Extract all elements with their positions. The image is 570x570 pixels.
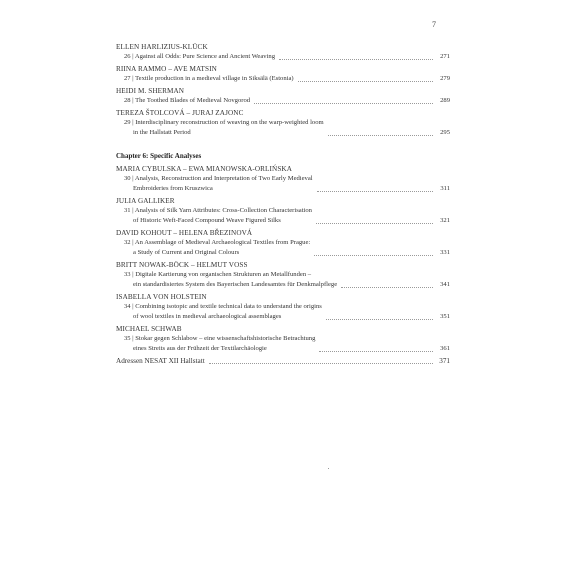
dot-leader [319, 350, 433, 352]
toc-entry-addresses[interactable] [116, 356, 450, 366]
author-names: MICHAEL SCHWAB [116, 325, 182, 333]
toc-entry-title [124, 174, 313, 194]
scan-speck [328, 468, 329, 469]
toc-entry-title [124, 206, 312, 226]
toc-author-group [116, 42, 450, 62]
toc-entry-title-line: a Study of Current and Original Colours [133, 249, 240, 256]
dot-leader [209, 362, 433, 364]
toc-entry-title [124, 96, 250, 106]
toc-entry[interactable] [116, 302, 450, 322]
author-names: RIINA RAMMO – AVE MATSIN [116, 65, 217, 73]
toc-entry-title-line: Embroideries from Kruszwica [133, 185, 213, 192]
toc-entry-page: 295 [440, 129, 450, 136]
toc-entry[interactable] [116, 270, 450, 290]
toc-entry[interactable] [116, 52, 450, 62]
toc-entry-title-line: ein standardisiertes System des Bayerischen Landesamtes für Denkmalpflege [133, 281, 338, 288]
toc-entry-title-line: 35 | Stokar gegen Schlabow – eine wissenschaftshistorische Betrachtung [124, 335, 316, 342]
toc-entry[interactable] [116, 174, 450, 194]
toc-author-group [116, 324, 450, 354]
toc-groups-chapter [116, 164, 450, 354]
toc-entry[interactable] [116, 74, 450, 84]
toc-author-group [116, 228, 450, 258]
toc-entry-title: Adressen NESAT XII Hallstatt [116, 357, 205, 365]
toc-author-group [116, 86, 450, 106]
toc-entry-title-line: 30 | Analysis, Reconstruction and Interpretation of Two Early Medieval [124, 175, 313, 182]
author-names: BRITT NOWAK-BÖCK – HELMUT VOSS [116, 261, 248, 269]
dot-leader [341, 286, 433, 288]
author-names: TEREZA ŠTOLCOVÁ – JURAJ ZAJONC [116, 109, 244, 117]
toc-author-group [116, 64, 450, 84]
toc-entry[interactable] [116, 334, 450, 354]
chapter-heading: Chapter 6: Specific Analyses [116, 152, 202, 160]
author-names: JULIA GALLIKER [116, 197, 175, 205]
dot-leader [254, 102, 433, 104]
toc-entry-page: 279 [440, 75, 450, 82]
toc-entry-page: 321 [440, 217, 450, 224]
toc-groups-top [116, 42, 450, 138]
toc-entry-title [124, 52, 275, 62]
toc-entry-title [124, 270, 337, 290]
toc-entry-page: 311 [440, 185, 450, 192]
dot-leader [317, 190, 433, 192]
toc-entry-title-line: 34 | Combining isotopic and textile technical data to understand the origins [124, 303, 322, 310]
toc-entry[interactable] [116, 96, 450, 106]
toc-entry-page: 361 [440, 345, 450, 352]
author-names: ISABELLA VON HOLSTEIN [116, 293, 207, 301]
author-names: MARIA CYBULSKA – EWA MIANOWSKA-ORLIŃSKA [116, 165, 293, 173]
toc-entry-title-line: 33 | Digitale Kartierung von organischen Strukturen an Metallfunden – [124, 271, 312, 278]
toc-entry-title-line: in the Hallstatt Period [133, 129, 191, 136]
dot-leader [316, 222, 433, 224]
toc-entry-title-line: 27 | Textile production in a medieval village in Siksälä (Estonia) [124, 75, 294, 82]
toc-author-group [116, 164, 450, 194]
author-names: DAVID KOHOUT – HELENA BŘEZINOVÁ [116, 229, 253, 237]
dot-leader [279, 58, 433, 60]
page-number: 7 [432, 20, 436, 29]
toc-entry[interactable] [116, 206, 450, 226]
toc-entry[interactable] [116, 118, 450, 138]
dot-leader [314, 254, 433, 256]
dot-leader [298, 80, 433, 82]
toc-entry-title-line: of wool textiles in medieval archaeological assemblages [133, 313, 282, 320]
toc-author-group [116, 292, 450, 322]
author-names: HEIDI M. SHERMAN [116, 87, 185, 95]
toc-entry-title [124, 302, 322, 322]
dot-leader [328, 134, 433, 136]
toc-entry-title-line: eines Streits aus der Frühzeit der Textilarchäologie [133, 345, 267, 352]
toc-entry-page: 371 [439, 357, 450, 365]
toc-entry-title-line: 32 | An Assemblage of Medieval Archaeological Textiles from Prague: [124, 239, 311, 246]
toc-entry-page: 351 [440, 313, 450, 320]
toc-author-group [116, 108, 450, 138]
toc-entry-title [124, 238, 310, 258]
toc-entry-page: 341 [440, 281, 450, 288]
toc-entry-page: 271 [440, 53, 450, 60]
toc-entry-title [124, 118, 324, 138]
toc-entry-title-line: 28 | The Toothed Blades of Medieval Novgorod [124, 97, 251, 104]
author-names: ELLEN HARLIZIUS-KLÜCK [116, 43, 208, 51]
toc-entry-title [124, 334, 315, 354]
toc-author-group [116, 260, 450, 290]
toc-entry-title [124, 74, 294, 84]
toc-entry-title-line: of Historic Weft-Faced Compound Weave Figured Silks [133, 217, 281, 224]
toc-entry-page: 289 [440, 97, 450, 104]
toc-entry[interactable] [116, 238, 450, 258]
table-of-contents [116, 42, 450, 366]
toc-author-group [116, 196, 450, 226]
toc-entry-title-line: 29 | Interdisciplinary reconstruction of weaving on the warp-weighted loom [124, 119, 324, 126]
toc-entry-title-line: 26 | Against all Odds: Pure Science and Ancient Weaving [124, 53, 276, 60]
toc-entry-page: 331 [440, 249, 450, 256]
dot-leader [326, 318, 433, 320]
toc-entry-title-line: 31 | Analysis of Silk Yarn Attributes: Cross-Collection Characterisation [124, 207, 312, 214]
